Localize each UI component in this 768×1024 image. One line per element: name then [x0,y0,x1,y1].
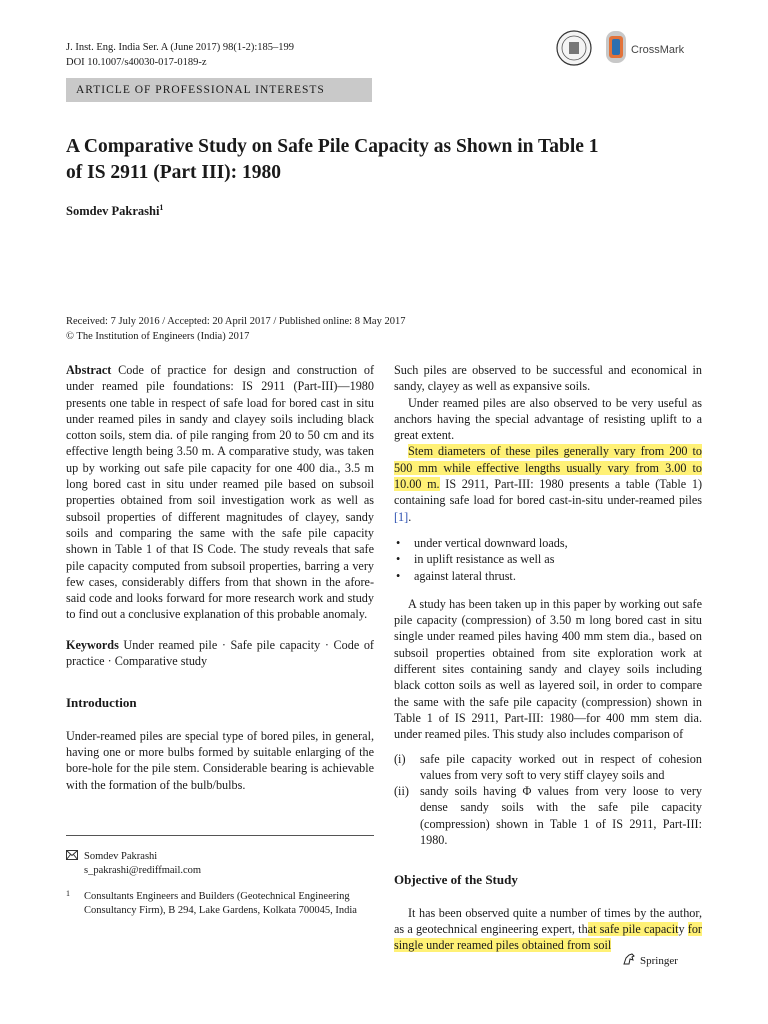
enum-text: safe pile capacity worked out in respect of cohesion values from very soft to very stiff clayey soils and [420,751,702,782]
title-line-2: of IS 2911 (Part III): 1980 [66,162,282,183]
bullet-icon: • [396,552,401,567]
enum-item-i [394,751,702,784]
doi[interactable]: DOI 10.1007/s40030-017-0189-z [66,57,207,68]
correspondence-footnote [66,850,374,918]
publisher-logo [622,953,678,968]
bullet-icon: • [396,568,401,583]
affiliation-marker: 1 [66,889,70,898]
correspondent-email[interactable]: s_pakrashi@rediffmail.com [84,865,202,876]
keywords-text: Under reamed pile · Safe pile capacity · Code of practice · Comparative study [66,637,374,669]
list-item [394,568,702,584]
introduction-heading: Introduction [66,695,137,711]
enum-item-ii [394,783,702,848]
abstract-label: Abstract [66,363,112,377]
springer-label: Springer [640,954,678,967]
copyright: © The Institution of Engineers (India) 2017 [66,331,250,342]
list-item [394,551,702,567]
enum-text: sandy soils having Φ values from very loose to very dense sandy soils with the safe pile capacity (compression) shown in Table 1 of IS 2911, Part-III: 1980. [420,784,702,848]
objective-heading: Objective of the Study [394,872,518,888]
correspondent-name: Somdev Pakrashi [84,851,158,862]
paragraph-anchors: Under reamed piles are also observed to be very useful as anchors having the special advantage of resisting uplift to a great extent. [394,395,702,443]
highlight-stem-diameters: Stem diameters of these piles generally vary from 200 to 500 mm while effective lengths usually vary from 3.00 to 10.00 m. [394,444,702,492]
period: . [408,509,412,524]
author-line [66,203,163,219]
load-types-list [394,535,702,584]
footnote-divider [66,835,374,836]
envelope-icon [66,850,78,865]
title-line-1: A Comparative Study on Safe Pile Capacity as Shown in Table 1 [66,136,599,157]
list-item [394,535,702,551]
abstract-text: Code of practice for design and construction of under reamed pile foundations: IS 2911 (Part-III)—1980 presents one table in respect of safe load for bored cast in situ under reamed piles in sandy and clayey soils including black cotton soils, stem dia. of pile ranging from 20 to 50 cm and its effective length being 3.50 m. A comparative study, was taken up by working out safe pile capacity for one 400 dia., 3.5 m long bored cast in situ under reamed pile based on subsoil properties obtained from soil investigation work as well as subsoil properties of different magnitudes of clayey, sandy soils and comparing the same with the safe pile capacity shown in Table 1 of that IS Code. The study reveals that safe pile capacity computed from subsoil properties, barring a very few cases, considerably differs from that shown in the afore-said code and looks forward for more research work and study to find out a conclusive explanation of this probable anomaly. [66,363,375,622]
institution-seal-icon [556,30,592,66]
paragraph-table-text: IS 2911, Part-III: 1980 presents a table (Table 1) containing safe load for bored cast-in-situ under-reamed piles [394,477,702,508]
bullet-icon: • [396,535,401,550]
author-name[interactable]: Somdev Pakrashi [66,204,160,219]
paragraph-stem-diameters [394,443,702,524]
affiliation: Consultants Engineers and Builders (Geotechnical Engineering Consultancy Firm), B 294, Lake Gardens, Kolkata 700045, India [84,891,357,916]
publication-history [66,314,405,344]
crossmark-icon [605,30,627,69]
author-affiliation-mark: 1 [159,203,164,212]
journal-line: J. Inst. Eng. India Ser. A (June 2017) 98(1-2):185–199 [66,42,295,53]
left-column [66,362,374,793]
springer-horse-icon [622,953,636,968]
article-type-banner: ARTICLE OF PROFESSIONAL INTERESTS [66,78,372,102]
received-dates: Received: 7 July 2016 / Accepted: 20 April 2017 / Published online: 8 May 2017 [66,316,406,327]
paragraph-objective [394,905,702,954]
journal-citation [66,40,294,70]
crossmark-label: CrossMark [631,43,685,56]
highlight-safe-pile: at safe pile capacit [587,921,679,936]
list-item-text: against lateral thrust. [414,568,516,583]
paragraph-study: A study has been taken up in this paper by working out safe pile capacity (compression) of 3.50 m long bored cast in situ single under reamed piles having 400 mm stem dia., based on subsoil properties obtained from site exploration work at different sites containing sandy and clayey soils including black cotton soils as well as layered soil, in order to compare the same with the safe pile capacity (compression) shown in Table 1 of IS 2911, Part-III: 1980—for 400 mm stem dia. under reamed piles. This study also includes comparison of [394,596,702,742]
enum-label: (ii) [394,784,409,799]
paragraph-successful: Such piles are observed to be successful and economical in sandy, clayey as well as expansive soils. [394,363,702,394]
highlight-single-under-reamed: for single under reamed piles obtained from soil [394,921,702,953]
crossmark-badge[interactable] [605,30,684,69]
introduction-text: Under-reamed piles are special type of bored piles, in general, having one or more bulbs formed by suitable enlarging of the bore-hole for the pile stem. Considerable bearing is achievable with the formation of the bulb/bulbs. [66,728,374,792]
enum-label: (i) [394,751,406,766]
list-item-text: in uplift resistance as well as [414,552,555,567]
objective-text: It has been observed quite a number of times by the author, as a geotechnical engineering expert, th [394,905,702,936]
article-title [66,134,706,186]
keywords [66,637,374,670]
objective-text-mid: y [678,921,685,936]
list-item-text: under vertical downward loads, [414,535,568,550]
right-column [394,362,702,954]
keywords-label: Keywords [66,637,119,652]
reference-link-1[interactable]: [1] [394,509,409,524]
abstract [66,362,374,623]
